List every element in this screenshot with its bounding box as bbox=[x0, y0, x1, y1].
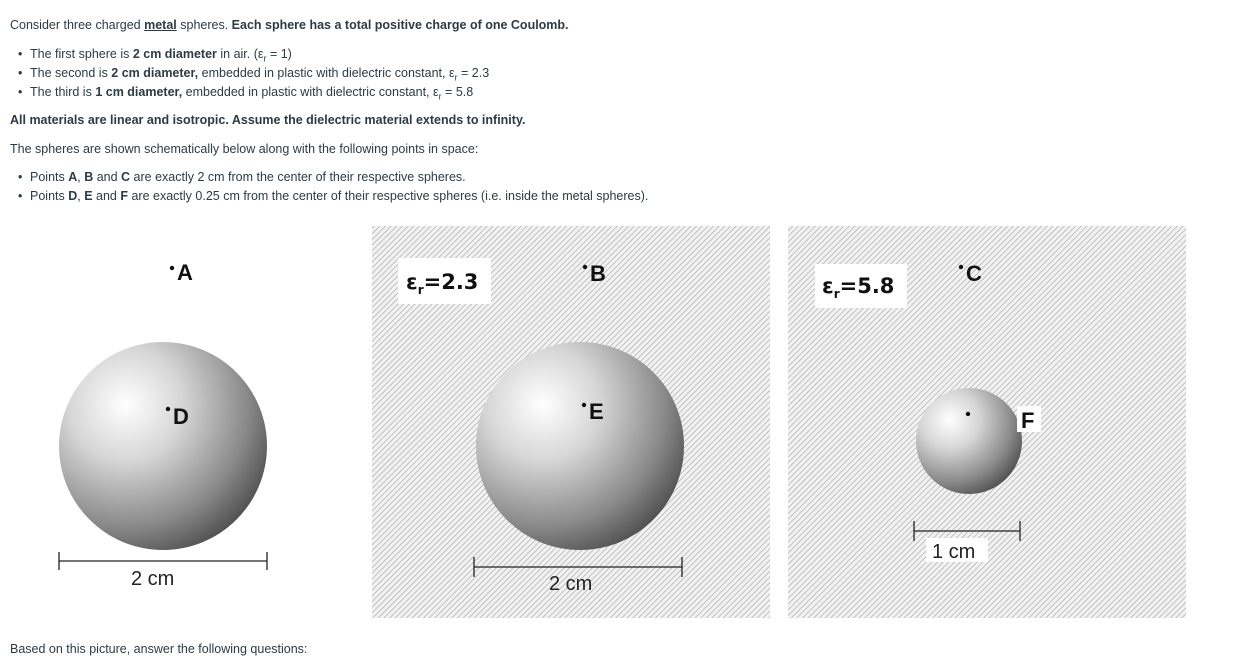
separator: , bbox=[77, 170, 85, 184]
point-a-dot bbox=[170, 266, 174, 270]
list-item-text: are exactly 2 cm from the center of their respective spheres. bbox=[130, 170, 466, 184]
epsilon-label-3: $\varepsilon_r=5.8$ bbox=[822, 274, 895, 301]
panel-air bbox=[59, 260, 267, 590]
panel-dielectric-5-8 bbox=[788, 226, 1186, 618]
point-name: E bbox=[84, 189, 93, 203]
point-b-label: B bbox=[590, 261, 606, 286]
list-item-text: = 5.8 bbox=[441, 85, 474, 99]
point-c-label: C bbox=[966, 261, 982, 286]
materials-note-text: All materials are linear and isotropic. Assume the dielectric material extends to infinity. bbox=[10, 113, 526, 127]
point-name: B bbox=[84, 170, 94, 184]
list-item: • The first sphere is 2 cm diameter in air. $(\varepsilon_r = 1)$ bbox=[18, 47, 292, 64]
point-f-label: F bbox=[1021, 408, 1035, 433]
list-item-text: = 2.3 bbox=[457, 66, 490, 80]
intro-text-mid: spheres. bbox=[176, 18, 232, 32]
list-item-bold: 2 cm diameter bbox=[132, 47, 217, 61]
subscript: r bbox=[263, 53, 267, 64]
point-e-label: E bbox=[589, 399, 604, 424]
dimension-label-2: 2 cm bbox=[549, 573, 593, 595]
sphere-2 bbox=[476, 342, 684, 550]
point-name: C bbox=[121, 170, 131, 184]
subscript: r bbox=[438, 91, 442, 102]
list-item: • The second is 2 cm diameter, embedded in plastic with dielectric constant, $\varepsilon_r = 2.3$ bbox=[18, 66, 490, 83]
list-item-text: The first sphere is bbox=[30, 47, 133, 61]
point-b-dot bbox=[583, 265, 587, 269]
panel-dielectric-2-3 bbox=[372, 226, 770, 618]
points-intro: The spheres are shown schematically below along with the following points in space: bbox=[10, 142, 479, 156]
list-item-text: in air. (ε bbox=[216, 47, 264, 61]
list-item: • Points D, E and F are exactly 0.25 cm from the center of their respective spheres (i.e. inside the metal spheres). bbox=[18, 189, 649, 203]
list-item-text: embedded in plastic with dielectric constant, ε bbox=[198, 66, 455, 80]
separator: and bbox=[92, 189, 121, 203]
list-item-text: The second is bbox=[30, 66, 112, 80]
list-item-text: are exactly 0.25 cm from the center of their respective spheres (i.e. inside the metal spheres). bbox=[128, 189, 649, 203]
metal-link[interactable]: metal bbox=[144, 18, 177, 32]
dimension-label-3: 1 cm bbox=[932, 541, 976, 563]
dimension-label-1: 2 cm bbox=[131, 568, 175, 590]
separator: , bbox=[77, 189, 85, 203]
sphere-1 bbox=[59, 342, 267, 550]
intro-text: Consider three charged bbox=[10, 18, 145, 32]
list-item-bold: 2 cm diameter, bbox=[111, 66, 199, 80]
list-item-text: The third is bbox=[30, 85, 96, 99]
list-item-text: embedded in plastic with dielectric constant, ε bbox=[182, 85, 439, 99]
list-item-text: Points bbox=[30, 170, 69, 184]
point-a-label: A bbox=[177, 260, 193, 285]
questions-intro: Based on this picture, answer the following questions: bbox=[10, 642, 308, 656]
list-item-text: = 1) bbox=[266, 47, 292, 61]
point-c-dot bbox=[959, 265, 963, 269]
point-d-dot bbox=[166, 407, 170, 411]
list-item: • The third is 1 cm diameter, embedded in plastic with dielectric constant, $\varepsilon_r = 5.8$ bbox=[18, 85, 474, 102]
sphere-3 bbox=[916, 388, 1022, 494]
point-sphere3-center bbox=[966, 412, 970, 416]
list-item: • Points A, B and C are exactly 2 cm from the center of their respective spheres. bbox=[18, 170, 466, 184]
list-item-bold: 1 cm diameter, bbox=[95, 85, 183, 99]
point-name: D bbox=[68, 189, 78, 203]
point-name: F bbox=[120, 189, 128, 203]
intro-bold: Each sphere has a total positive charge of one Coulomb. bbox=[231, 18, 569, 32]
subscript: r bbox=[454, 72, 458, 83]
point-e-dot bbox=[582, 403, 586, 407]
point-d-label: D bbox=[173, 404, 189, 429]
point-name: A bbox=[68, 170, 78, 184]
list-item-text: Points bbox=[30, 189, 69, 203]
epsilon-label-2: $\varepsilon_r=2.3$ bbox=[406, 270, 479, 297]
separator: and bbox=[93, 170, 122, 184]
